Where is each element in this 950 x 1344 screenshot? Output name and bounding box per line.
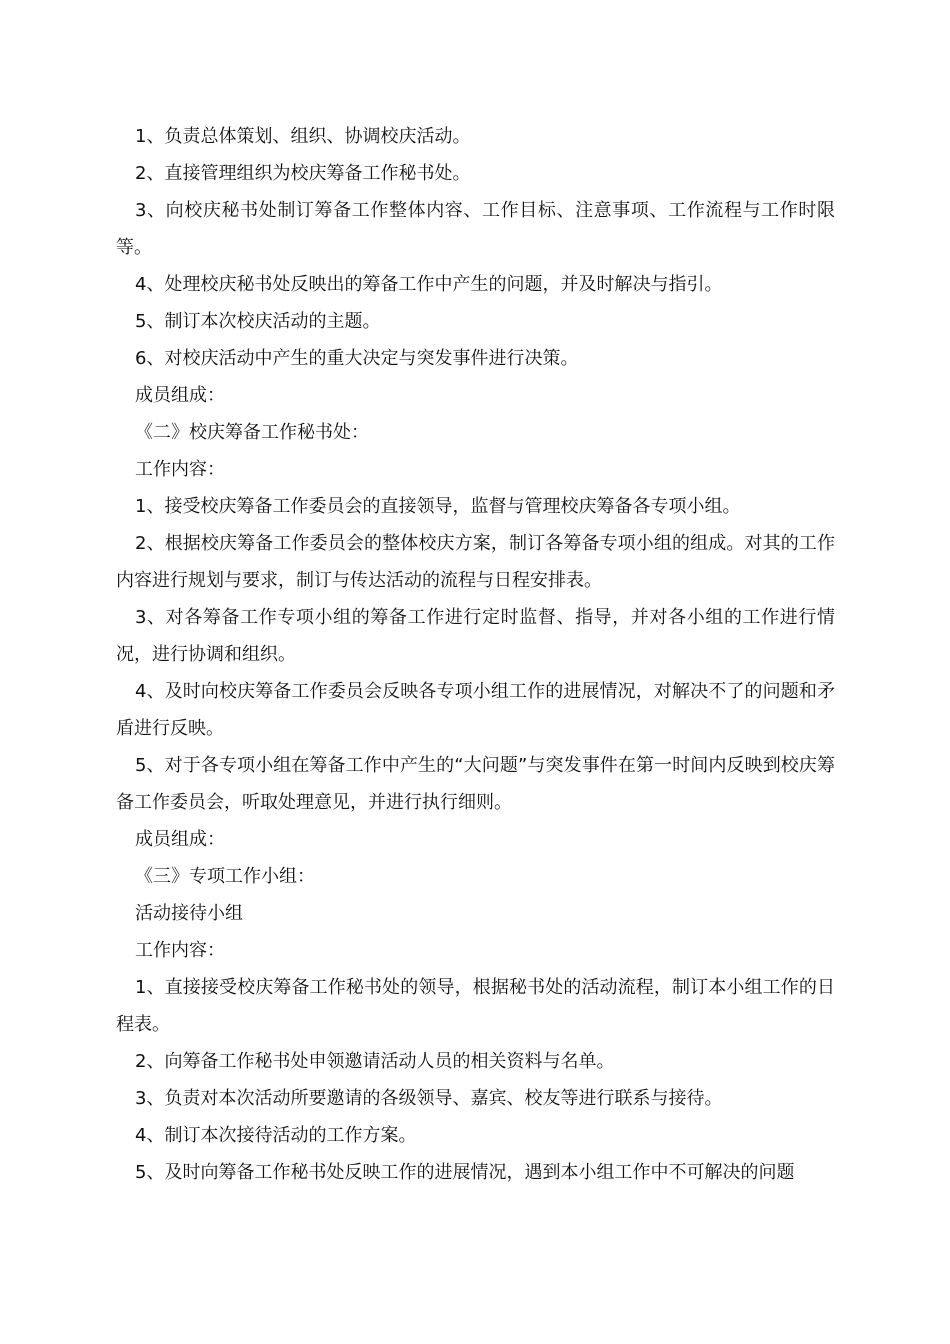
paragraph-members-1: 成员组成：	[135, 385, 225, 406]
paragraph-reception-4: 4、制订本次接待活动的工作方案。	[135, 1125, 417, 1146]
paragraph-secretariat-3: 3、对各筹备工作专项小组的筹备工作进行定时监督、指导，并对各小组的工作进行情况，进行协调和组织。	[116, 607, 835, 665]
paragraph-secretariat-1: 1、接受校庆筹备工作委员会的直接领导，监督与管理校庆筹备各专项小组。	[135, 496, 741, 517]
paragraph-duty-5: 5、制订本次校庆活动的主题。	[135, 311, 381, 332]
paragraph-duty-6: 6、对校庆活动中产生的重大决定与突发事件进行决策。	[135, 348, 579, 369]
section-heading-special-groups: 《三》专项工作小组：	[135, 866, 315, 887]
paragraph-secretariat-2: 2、根据校庆筹备工作委员会的整体校庆方案，制订各筹备专项小组的组成。对其的工作内容进行规划与要求，制订与传达活动的流程与日程安排表。	[116, 533, 835, 591]
paragraph-reception-1: 1、直接接受校庆筹备工作秘书处的领导，根据秘书处的活动流程，制订本小组工作的日程表。	[116, 977, 835, 1035]
paragraph-duty-2: 2、直接管理组织为校庆筹备工作秘书处。	[135, 163, 471, 184]
paragraph-reception-3: 3、负责对本次活动所要邀请的各级领导、嘉宾、校友等进行联系与接待。	[135, 1088, 723, 1109]
paragraph-members-2: 成员组成：	[135, 829, 225, 850]
subheading-reception-group: 活动接待小组	[135, 903, 243, 924]
paragraph-secretariat-4: 4、及时向校庆筹备工作委员会反映各专项小组工作的进展情况，对解决不了的问题和矛盾进行反映。	[116, 681, 835, 739]
section-heading-secretariat: 《二》校庆筹备工作秘书处：	[135, 422, 369, 443]
subheading-work-content-1: 工作内容：	[135, 459, 225, 480]
paragraph-duty-4: 4、处理校庆秘书处反映出的筹备工作中产生的问题，并及时解决与指引。	[135, 274, 723, 295]
paragraph-secretariat-5: 5、对于各专项小组在筹备工作中产生的“大问题”与突发事件在第一时间内反映到校庆筹备工作委员会，听取处理意见，并进行执行细则。	[116, 755, 835, 813]
paragraph-duty-1: 1、负责总体策划、组织、协调校庆活动。	[135, 126, 471, 147]
paragraph-reception-5: 5、及时向筹备工作秘书处反映工作的进展情况，遇到本小组工作中不可解决的问题	[135, 1162, 795, 1183]
subheading-work-content-2: 工作内容：	[135, 940, 225, 961]
paragraph-reception-2: 2、向筹备工作秘书处申领邀请活动人员的相关资料与名单。	[135, 1051, 615, 1072]
paragraph-duty-3: 3、向校庆秘书处制订筹备工作整体内容、工作目标、注意事项、工作流程与工作时限等。	[116, 200, 835, 258]
